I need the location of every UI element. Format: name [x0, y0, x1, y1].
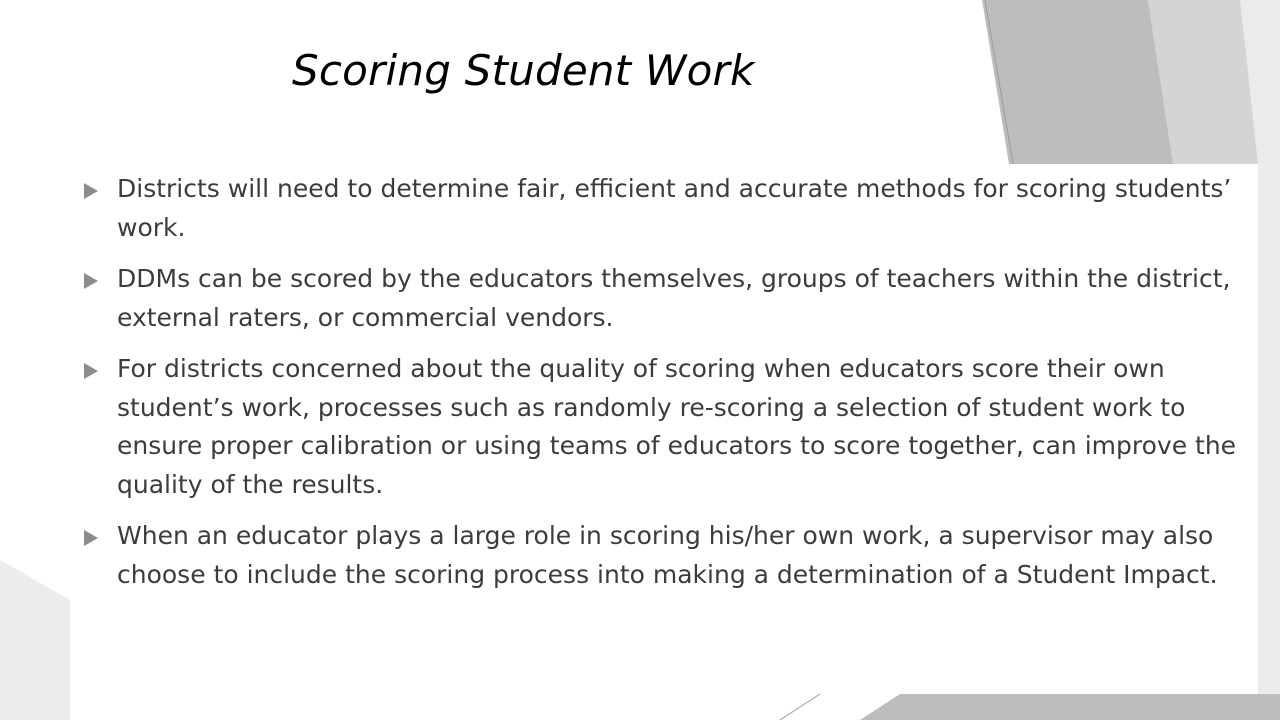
bullet-list [78, 170, 1250, 607]
triangle-right-icon [84, 363, 98, 379]
bullet-item [78, 260, 1250, 337]
triangle-right-icon [84, 273, 98, 289]
decor-line-bottom [780, 694, 820, 720]
decor-band-bottom-left [0, 560, 70, 720]
bullet-text: For districts concerned about the quality of scoring when educators score their own student’s work, processes such as randomly re-scoring a selection of student work to ensure proper calibration or using teams of educators to score together, can improve the quality of the results. [117, 354, 1237, 499]
bullet-item [78, 170, 1250, 247]
bullet-item [78, 517, 1250, 594]
bullet-text: Districts will need to determine fair, efficient and accurate methods for scoring students’ work. [117, 174, 1232, 242]
bullet-item [78, 350, 1250, 504]
triangle-right-icon [84, 183, 98, 199]
triangle-right-icon [84, 530, 98, 546]
bullet-text: DDMs can be scored by the educators themselves, groups of teachers within the district, external raters, or commercial vendors. [117, 264, 1231, 332]
slide-title: Scoring Student Work [292, 46, 755, 95]
bullet-text: When an educator plays a large role in scoring his/her own work, a supervisor may also choose to include the scoring process into making a determination of a Student Impact. [117, 521, 1218, 589]
